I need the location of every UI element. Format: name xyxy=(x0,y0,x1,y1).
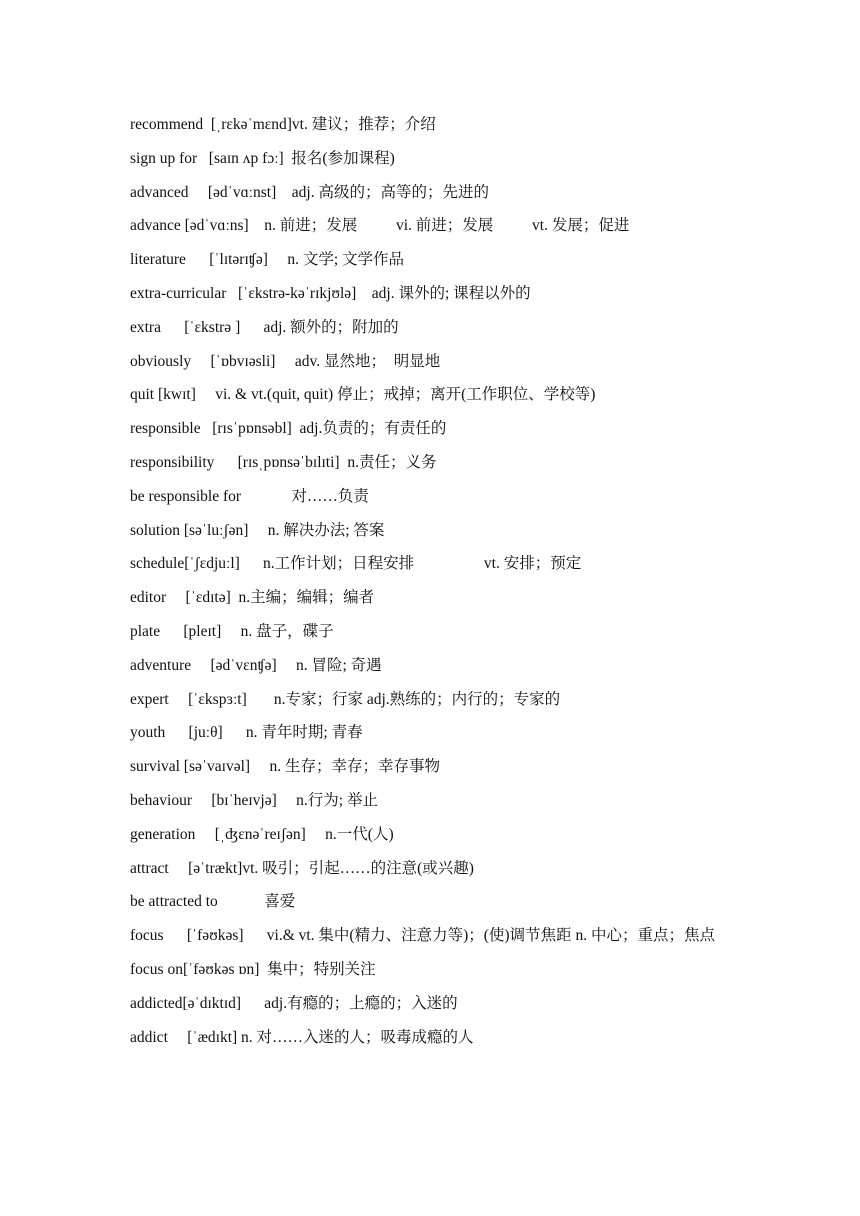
vocab-entry-attract: attract [əˈtrækt]vt. 吸引；引起……的注意(或兴趣) xyxy=(130,859,474,877)
vocab-entry-survival: survival [səˈvaɪvəl] n. 生存；幸存；幸存事物 xyxy=(130,758,440,776)
vocab-entry-be-attracted-to: be attracted to 喜爱 xyxy=(130,893,296,911)
vocab-entry-advanced: advanced [ədˈvɑːnst] adj. 高级的；高等的；先进的 xyxy=(130,183,489,201)
vocab-entry-editor: editor [ˈɛdɪtə] n.主编；编辑；编者 xyxy=(130,589,375,607)
vocab-entry-solution: solution [səˈluːʃən] n. 解决办法; 答案 xyxy=(130,521,385,539)
vocab-entry-behaviour: behaviour [bɪˈheɪvjə] n.行为; 举止 xyxy=(130,791,378,809)
vocab-entry-addict: addict [ˈædɪkt] n. 对……入迷的人；吸毒成瘾的人 xyxy=(130,1028,474,1046)
vocab-entry-advance: advance [ədˈvɑːns] n. 前进；发展 vi. 前进；发展 vt. 发展；促进 xyxy=(130,217,630,235)
vocab-entry-recommend: recommend [ˌrɛkəˈmɛnd]vt. 建议；推荐；介绍 xyxy=(130,116,436,133)
vocab-entry-sign-up-for: sign up for [saɪn ʌp fɔː] 报名(参加课程) xyxy=(130,149,395,167)
vocab-entry-quit: quit [kwɪt] vi. & vt.(quit, quit) 停止；戒掉；离开(工作职位、学校等) xyxy=(130,386,596,404)
vocab-entry-plate: plate [pleɪt] n. 盘子，碟子 xyxy=(130,622,334,640)
vocab-entry-literature: literature [ˈlɪtərɪʧə] n. 文学; 文学作品 xyxy=(130,251,405,269)
vocabulary-list xyxy=(130,108,740,1054)
vocab-entry-extra: extra [ˈɛkstrə ] adj. 额外的；附加的 xyxy=(130,318,399,336)
vocab-entry-focus-on: focus on[ˈfəʊkəs ɒn] 集中；特别关注 xyxy=(130,960,376,978)
vocab-entry-generation: generation [ˌʤɛnəˈreɪʃən] n.一代(人) xyxy=(130,825,394,843)
vocab-entry-focus: focus [ˈfəʊkəs] vi.& vt. 集中(精力、注意力等)；(使)调节焦距 n. 中心；重点；焦点 xyxy=(130,927,715,945)
vocab-entry-youth: youth [juːθ] n. 青年时期; 青春 xyxy=(130,724,363,742)
vocab-entry-obviously: obviously [ˈɒbvɪəsli] adv. 显然地； 明显地 xyxy=(130,352,441,370)
vocab-entry-addicted: addicted[əˈdɪktɪd] adj.有瘾的；上瘾的；入迷的 xyxy=(130,994,458,1012)
vocab-entry-schedule: schedule[ˈʃɛdjuːl] n.工作计划；日程安排 vt. 安排；预定 xyxy=(130,555,582,573)
vocab-entry-responsible: responsible [rɪsˈpɒnsəbl] adj.负责的；有责任的 xyxy=(130,420,447,438)
vocab-entry-responsibility: responsibility [rɪsˌpɒnsəˈbɪlɪti] n.责任；义务 xyxy=(130,453,437,471)
vocab-entry-adventure: adventure [ədˈvɛnʧə] n. 冒险; 奇遇 xyxy=(130,656,382,674)
vocab-entry-expert: expert [ˈɛkspɜːt] n.专家；行家 adj.熟练的；内行的；专家的 xyxy=(130,690,561,708)
vocab-entry-be-responsible-for: be responsible for 对……负责 xyxy=(130,487,369,505)
vocab-entry-extra-curricular: extra-curricular [ˈɛkstrə-kəˈrɪkjʊlə] adj. 课外的; 课程以外的 xyxy=(130,284,531,302)
